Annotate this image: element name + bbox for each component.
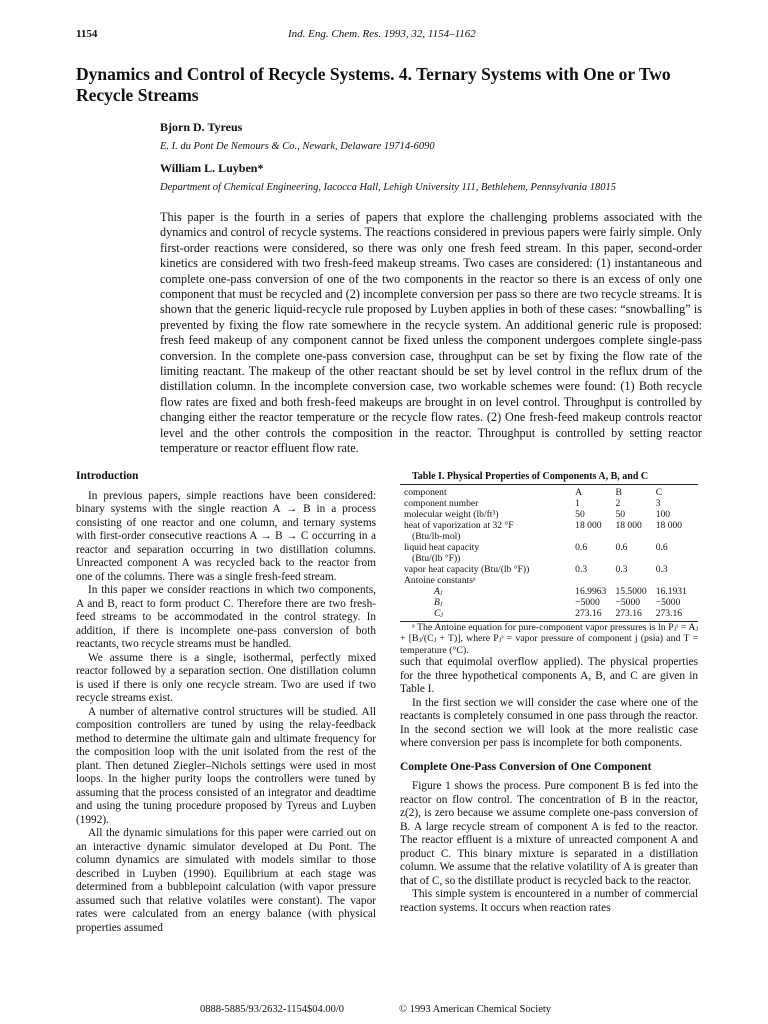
- properties-table: [404, 487, 696, 619]
- table-row: [404, 586, 696, 597]
- paragraph: In the first section we will consider the case where one of the reactants is completely consumed in one pass through the reactor. In the second section we will look at the more realistic case where conversion per pass is incomplete for both components.: [400, 696, 698, 749]
- table-cell: heat of vaporization at 32 °F: [404, 519, 514, 531]
- table-header-cell: C: [655, 486, 663, 498]
- table-cell: (Btu/(lb °F)): [412, 552, 461, 564]
- table-cell: Cⱼ: [434, 607, 443, 619]
- table-cell: 3: [655, 497, 661, 509]
- table-row: [404, 575, 696, 586]
- table-cell: 50: [575, 508, 585, 520]
- page-number: 1154: [76, 28, 98, 40]
- abstract: This paper is the fourth in a series of papers that explore the challenging problems associated with the dynamics and control of recycle systems. The reactions considered in previous papers were fairly simple. Only first-order reactions were considered, so there was only one fresh feed stream. In this paper, second-order kinetics are considered with two fresh-feed makeup streams. Two cases are considered: (1) instantaneous and complete one-pass conversion of one of the two components in the reactor so there is an excess of only one component that must be recycled and (2) incomplete conversion per pass so there are two recycle streams. It is shown that the generic liquid-recycle rule proposed by Luyben applies in both of these cases: “snowballing” is prevented by fixing the flow rate somewhere in the recycle system. An additional generic rule is proposed: fresh feed makeup of any component cannot be fixed unless the component undergoes complete single-pass conversion. In the complete one-pass conversion case, throughput can be set by fixing the flow rate of the limiting reactant. The makeup of the other reactant should be set by level control in the reflux drum of the distillation column. In the incomplete conversion case, two workable schemes were found: (1) Both recycle flow rates are fixed and both fresh-feed makeups are brought in on level control. Throughput is controlled by changing either the reactor temperature or the recycle flow rates. (2) One fresh-feed makeup controls reactor level and the other controls the composition in the reactor. Throughput is controlled by setting reactor temperature or reactor effluent flow rate.: [160, 210, 702, 456]
- table-block: [400, 470, 698, 656]
- table-row: [404, 608, 696, 619]
- author-affiliation: E. I. du Pont De Nemours & Co., Newark, Delaware 19714-6090: [160, 141, 435, 152]
- table-cell: (Btu/lb-mol): [412, 530, 461, 542]
- table-row: [404, 509, 696, 520]
- table-cell: 273.16: [575, 607, 602, 619]
- paragraph: In previous papers, simple reactions have been considered: binary systems with the single reaction A → B in a process consisting of one reactor and one column, and ternary systems with first-order consecutive reactions A → B → C occurring in a reactor and separation occurring in two distillation columns. Unreacted component A was recycled back to the reactor from one of the columns. There was a single fresh-feed stream.: [76, 489, 376, 583]
- paragraph: All the dynamic simulations for this paper were carried out on an interactive dynamic simulator developed at Du Pont. The column dynamics are simulated with models similar to those described in Luyben (1990). Equilibrium at each stage was determined from a bubblepoint calculation (with vapor pressure assumed such that relative volatiles were constant). The vapor rates were calculated from an energy balance (with physical properties assumed: [76, 827, 376, 934]
- section-heading: Complete One-Pass Conversion of One Component: [400, 760, 652, 773]
- table-cell: 0.3: [575, 563, 588, 575]
- table-cell: 273.16: [615, 607, 642, 619]
- footer-code: 0888-5885/93/2632-1154$04.00/0: [200, 1004, 344, 1015]
- table-header-cell: A: [575, 486, 583, 498]
- footer-copyright: © 1993 American Chemical Society: [399, 1004, 552, 1015]
- table-row: [404, 597, 696, 608]
- table-cell: −5000: [655, 596, 681, 608]
- table-footnote: ᵃ The Antoine equation for pure-component vapor pressures is ln Pⱼˢ = Aⱼ + [Bⱼ/(Cⱼ + T)], where Pⱼˢ = vapor pressure of component j (psia) and T = temperature (°C).: [400, 621, 698, 656]
- table-cell: 1: [575, 497, 580, 509]
- author-name: William L. Luyben*: [160, 161, 264, 175]
- table-row: [404, 520, 696, 531]
- table-header-cell: B: [615, 486, 622, 498]
- table-row: [404, 531, 696, 542]
- table-header-cell: component: [404, 486, 447, 498]
- table-header-row: [404, 487, 696, 498]
- table-cell: Antoine constantsᵃ: [404, 574, 476, 586]
- right-column: [400, 470, 698, 915]
- table-cell: 18 000: [615, 519, 642, 531]
- author-name: Bjorn D. Tyreus: [160, 120, 243, 134]
- left-column: [76, 470, 376, 935]
- table-top-rule: [400, 484, 698, 485]
- table-cell: Aⱼ: [434, 585, 443, 597]
- table-row: [404, 553, 696, 564]
- table-cell: 2: [615, 497, 621, 509]
- table-cell: 50: [615, 508, 626, 520]
- paragraph: Figure 1 shows the process. Pure component B is fed into the reactor on flow control. The concentration of B in the reactor, z(2), is zero because we assume complete one-pass conversion of B. A large recycle stream of component A is fed to the reactor. The reactor effluent is a mixture of unreacted component A and product C. This binary mixture is separated in a distillation column. We assume that the relative volatility of A is greater than that of C, so the distillate product is recycled back to the reactor.: [400, 780, 698, 887]
- table-cell: Bⱼ: [434, 596, 443, 608]
- table-cell: 273.16: [655, 607, 683, 619]
- paragraph: This simple system is encountered in a number of commercial reaction systems. It occurs when reaction rates: [400, 888, 698, 914]
- paragraph: In this paper we consider reactions in which two components, A and B, react to form product C. Therefore there are two fresh-feed streams to be accommodated in the control strategy. In addition, if there is incomplete one-pass conversion of both reactants, two recycle streams must be handled.: [76, 584, 376, 650]
- table-cell: 100: [655, 508, 671, 520]
- table-cell: molecular weight (lb/ft³): [404, 508, 499, 520]
- author-affiliation: Department of Chemical Engineering, Iacocca Hall, Lehigh University 111, Bethlehem, Pennsylvania 18015: [160, 182, 616, 193]
- table-row: [404, 542, 696, 553]
- table-cell: 18 000: [655, 519, 683, 531]
- paragraph: We assume there is a single, isothermal, perfectly mixed reactor followed by a separation section. One distillation column is used if there is only one recycle stream. Two are used if two recycle streams exist.: [76, 651, 376, 704]
- table-cell: 16.9963: [575, 585, 607, 597]
- running-head: [76, 28, 692, 44]
- table-cell: liquid heat capacity: [404, 541, 480, 553]
- table-row: [404, 564, 696, 575]
- table-cell: 0.6: [615, 541, 628, 553]
- table-cell: 0.6: [575, 541, 588, 553]
- table-cell: −5000: [615, 596, 641, 608]
- journal-citation: Ind. Eng. Chem. Res. 1993, 32, 1154–1162: [288, 28, 476, 40]
- table-caption: Table I. Physical Properties of Components A, B, and C: [412, 471, 649, 482]
- paragraph: such that equimolal overflow applied). The physical properties for the three hypothetical components A, B, and C are given in Table I.: [400, 656, 698, 695]
- table-cell: 18 000: [575, 519, 602, 531]
- article-title: Dynamics and Control of Recycle Systems. 4. Ternary Systems with One or Two Recycle Streams: [76, 64, 671, 105]
- table-cell: vapor heat capacity (Btu/(lb °F)): [404, 563, 530, 575]
- table-cell: 0.6: [655, 541, 668, 553]
- table-cell: 0.3: [615, 563, 628, 575]
- table-cell: 16.1931: [655, 585, 687, 597]
- paragraph: A number of alternative control structures will be studied. All composition controllers are tuned by using the relay-feedback method to determine the ultimate gain and ultimate frequency for the composition loop with the unit isolated from the rest of the plant. Then detuned Ziegler–Nichols settings were used in most loops. In the higher purity loops the controllers were tuned by assuming that the process consisted of an integrator and deadtime and using the tuning procedure proposed by Tyreus and Luyben (1992).: [76, 705, 376, 826]
- table-cell: 15.5000: [615, 585, 647, 597]
- table-cell: component number: [404, 497, 479, 509]
- table-row: [404, 498, 696, 509]
- table-cell: 0.3: [655, 563, 668, 575]
- table-cell: −5000: [575, 596, 600, 608]
- section-heading: Introduction: [76, 470, 139, 482]
